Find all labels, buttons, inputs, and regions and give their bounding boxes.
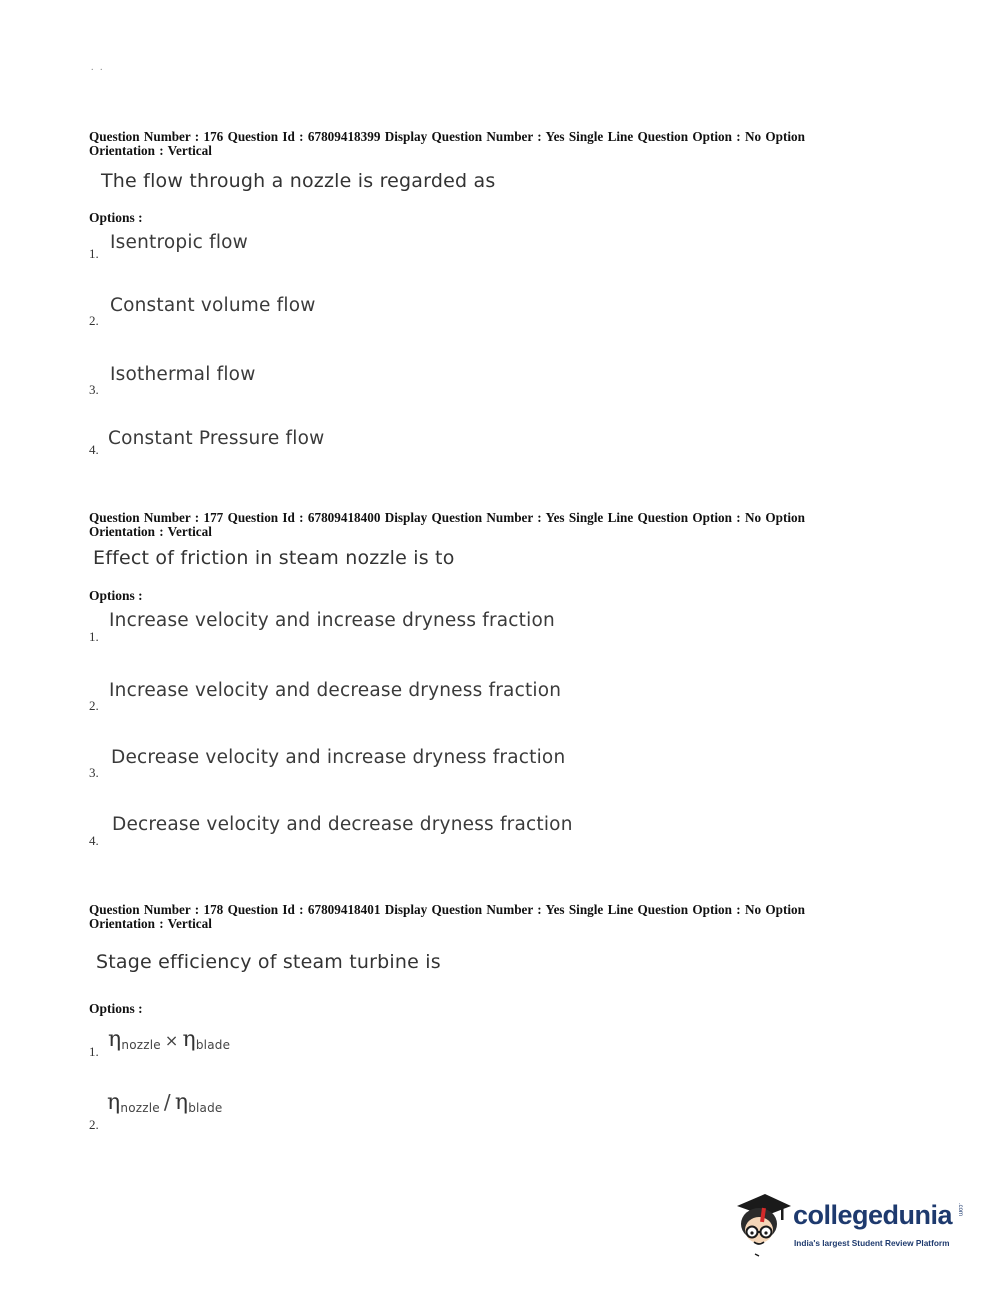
question-stem: The flow through a nozzle is regarded as (101, 170, 496, 192)
collegedunia-logo[interactable] (735, 1190, 965, 1258)
divide-operator: / (163, 1090, 171, 1114)
question-meta-line1: Question Number : 177 Question Id : 67809418400 Display Question Number : Yes Single Line Question Option : No Option (89, 510, 805, 525)
option-2[interactable] (89, 678, 789, 718)
question-block-178 (89, 902, 889, 1132)
question-meta-line1: Question Number : 176 Question Id : 67809418399 Display Question Number : Yes Single Line Question Option : No Option (89, 129, 805, 144)
option-1[interactable] (89, 1027, 789, 1067)
options-label: Options : (89, 1001, 143, 1016)
logo-wordmark: collegedunia (793, 1200, 953, 1230)
option-number: 3. (89, 382, 99, 397)
options-label: Options : (89, 588, 143, 603)
option-3[interactable] (89, 745, 789, 785)
option-formula (108, 1027, 230, 1052)
subscript-nozzle: nozzle (121, 1038, 161, 1052)
question-block-176 (89, 129, 889, 457)
question-stem: Stage efficiency of steam turbine is (96, 951, 441, 973)
option-text: Decrease velocity and increase dryness fraction (111, 747, 566, 768)
option-4[interactable] (89, 426, 789, 466)
question-block-177 (89, 510, 889, 848)
option-number: 3. (89, 765, 99, 780)
logo-dotcom: .com (957, 1203, 963, 1217)
mascot-icon (735, 1190, 793, 1258)
question-meta-line2: Orientation : Vertical (89, 143, 212, 158)
option-2[interactable] (89, 293, 789, 333)
option-number: 1. (89, 246, 99, 261)
option-number: 2. (89, 698, 99, 713)
option-number: 4. (89, 442, 99, 457)
option-1[interactable] (89, 230, 789, 270)
option-2[interactable] (89, 1090, 789, 1130)
eta-symbol: η (107, 1090, 121, 1115)
option-1[interactable] (89, 608, 789, 648)
eta-symbol: η (182, 1027, 196, 1052)
question-stem: Effect of friction in steam nozzle is to (93, 547, 455, 569)
option-text: Decrease velocity and decrease dryness fraction (112, 814, 573, 835)
option-text: Isentropic flow (110, 232, 249, 253)
subscript-blade: blade (195, 1038, 231, 1052)
option-text: Isothermal flow (110, 364, 256, 385)
option-3[interactable] (89, 362, 789, 402)
option-text: Constant volume flow (110, 295, 316, 316)
subscript-nozzle: nozzle (120, 1101, 160, 1115)
options-label: Options : (89, 210, 143, 225)
option-number: 1. (89, 629, 99, 644)
eta-symbol: η (108, 1027, 122, 1052)
scan-corner-mark: . . (91, 62, 105, 73)
option-number: 1. (89, 1044, 99, 1059)
question-meta-line2: Orientation : Vertical (89, 916, 212, 931)
multiply-operator: × (164, 1031, 179, 1050)
logo-tagline: India's largest Student Review Platform (794, 1238, 950, 1248)
option-text: Constant Pressure flow (108, 428, 325, 449)
option-text: Increase velocity and decrease dryness fraction (109, 680, 562, 701)
question-meta-line1: Question Number : 178 Question Id : 67809418401 Display Question Number : Yes Single Line Question Option : No Option (89, 902, 805, 917)
option-formula (107, 1090, 223, 1115)
eta-symbol: η (174, 1090, 189, 1115)
option-text: Increase velocity and increase dryness fraction (109, 610, 555, 631)
option-number: 2. (89, 1117, 99, 1132)
option-number: 2. (89, 313, 99, 328)
option-number: 4. (89, 833, 99, 848)
subscript-blade: blade (188, 1101, 223, 1115)
question-meta-line2: Orientation : Vertical (89, 524, 212, 539)
option-4[interactable] (89, 812, 789, 852)
